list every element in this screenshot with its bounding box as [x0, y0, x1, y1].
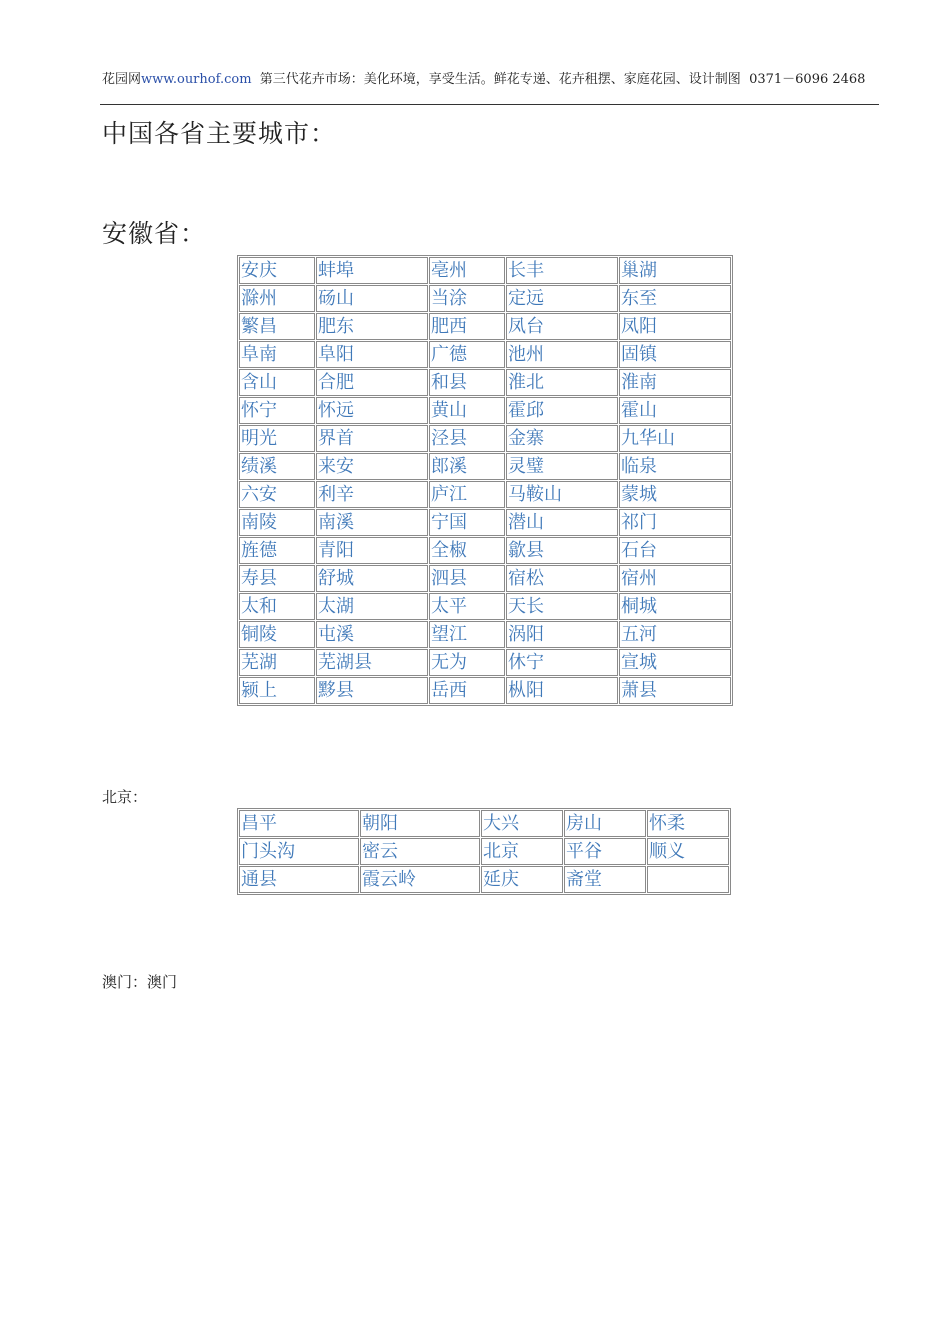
city-cell: 马鞍山	[506, 481, 618, 508]
table-row	[239, 397, 731, 424]
city-cell: 金寨	[506, 425, 618, 452]
table-row	[239, 621, 731, 648]
city-cell: 阜阳	[316, 341, 428, 368]
city-cell: 和县	[429, 369, 505, 396]
city-cell: 临泉	[619, 453, 731, 480]
city-cell: 怀柔	[647, 810, 729, 837]
city-cell: 颍上	[239, 677, 315, 704]
table-row	[239, 481, 731, 508]
city-cell: 庐江	[429, 481, 505, 508]
city-cell: 屯溪	[316, 621, 428, 648]
city-cell: 寿县	[239, 565, 315, 592]
city-cell: 巢湖	[619, 257, 731, 284]
beijing-city-table	[237, 808, 731, 895]
city-cell: 砀山	[316, 285, 428, 312]
header-divider	[100, 104, 879, 105]
city-cell: 太平	[429, 593, 505, 620]
city-cell: 绩溪	[239, 453, 315, 480]
city-cell: 泗县	[429, 565, 505, 592]
city-cell: 利辛	[316, 481, 428, 508]
table-row	[239, 810, 729, 837]
macau-heading: 澳门：澳门	[102, 973, 178, 991]
city-cell: 滁州	[239, 285, 315, 312]
city-cell	[647, 866, 729, 893]
city-cell: 怀远	[316, 397, 428, 424]
table-row	[239, 838, 729, 865]
city-cell: 繁昌	[239, 313, 315, 340]
table-row	[239, 649, 731, 676]
city-cell: 宣城	[619, 649, 731, 676]
city-cell: 北京	[481, 838, 563, 865]
city-cell: 萧县	[619, 677, 731, 704]
city-cell: 明光	[239, 425, 315, 452]
table-row	[239, 285, 731, 312]
table-row	[239, 593, 731, 620]
table-row	[239, 313, 731, 340]
city-cell: 休宁	[506, 649, 618, 676]
city-cell: 淮南	[619, 369, 731, 396]
anhui-table-body	[239, 257, 731, 704]
city-cell: 舒城	[316, 565, 428, 592]
anhui-heading: 安徽省：	[102, 219, 207, 248]
city-cell: 南陵	[239, 509, 315, 536]
city-cell: 芜湖	[239, 649, 315, 676]
city-cell: 枞阳	[506, 677, 618, 704]
city-cell: 含山	[239, 369, 315, 396]
city-cell: 蒙城	[619, 481, 731, 508]
table-row	[239, 425, 731, 452]
table-row	[239, 509, 731, 536]
header-tagline: 第三代花卉市场：美化环境，享受生活。鲜花专递、花卉租摆、家庭花园、设计制图	[259, 72, 741, 87]
city-cell: 霍山	[619, 397, 731, 424]
city-cell: 霍邱	[506, 397, 618, 424]
city-cell: 无为	[429, 649, 505, 676]
city-cell: 淮北	[506, 369, 618, 396]
city-cell: 潜山	[506, 509, 618, 536]
table-row	[239, 677, 731, 704]
page-title: 中国各省主要城市：	[102, 119, 337, 148]
table-row	[239, 257, 731, 284]
city-cell: 定远	[506, 285, 618, 312]
city-cell: 祁门	[619, 509, 731, 536]
city-cell: 芜湖县	[316, 649, 428, 676]
city-cell: 怀宁	[239, 397, 315, 424]
city-cell: 灵璧	[506, 453, 618, 480]
city-cell: 来安	[316, 453, 428, 480]
city-cell: 六安	[239, 481, 315, 508]
city-cell: 顺义	[647, 838, 729, 865]
beijing-table-body	[239, 810, 729, 893]
city-cell: 朝阳	[360, 810, 480, 837]
city-cell: 泾县	[429, 425, 505, 452]
beijing-heading: 北京：	[102, 788, 148, 806]
anhui-city-table	[237, 255, 733, 706]
city-cell: 黄山	[429, 397, 505, 424]
city-cell: 旌德	[239, 537, 315, 564]
city-cell: 郎溪	[429, 453, 505, 480]
city-cell: 平谷	[564, 838, 646, 865]
city-cell: 望江	[429, 621, 505, 648]
city-cell: 全椒	[429, 537, 505, 564]
city-cell: 延庆	[481, 866, 563, 893]
city-cell: 宁国	[429, 509, 505, 536]
city-cell: 肥东	[316, 313, 428, 340]
table-row	[239, 866, 729, 893]
city-cell: 太湖	[316, 593, 428, 620]
city-cell: 桐城	[619, 593, 731, 620]
city-cell: 阜南	[239, 341, 315, 368]
city-cell: 密云	[360, 838, 480, 865]
city-cell: 房山	[564, 810, 646, 837]
city-cell: 九华山	[619, 425, 731, 452]
city-cell: 合肥	[316, 369, 428, 396]
city-cell: 青阳	[316, 537, 428, 564]
city-cell: 界首	[316, 425, 428, 452]
city-cell: 东至	[619, 285, 731, 312]
city-cell: 五河	[619, 621, 731, 648]
table-row	[239, 537, 731, 564]
city-cell: 凤阳	[619, 313, 731, 340]
city-cell: 斋堂	[564, 866, 646, 893]
city-cell: 蚌埠	[316, 257, 428, 284]
city-cell: 凤台	[506, 313, 618, 340]
city-cell: 当涂	[429, 285, 505, 312]
table-row	[239, 565, 731, 592]
city-cell: 长丰	[506, 257, 618, 284]
city-cell: 南溪	[316, 509, 428, 536]
page-header	[102, 68, 878, 87]
city-cell: 肥西	[429, 313, 505, 340]
city-cell: 太和	[239, 593, 315, 620]
city-cell: 池州	[506, 341, 618, 368]
table-row	[239, 341, 731, 368]
city-cell: 安庆	[239, 257, 315, 284]
city-cell: 亳州	[429, 257, 505, 284]
city-cell: 黟县	[316, 677, 428, 704]
city-cell: 门头沟	[239, 838, 359, 865]
header-phone: 0371－6096 2468	[749, 72, 866, 87]
table-row	[239, 453, 731, 480]
city-cell: 石台	[619, 537, 731, 564]
city-cell: 昌平	[239, 810, 359, 837]
city-cell: 通县	[239, 866, 359, 893]
city-cell: 天长	[506, 593, 618, 620]
city-cell: 铜陵	[239, 621, 315, 648]
city-cell: 歙县	[506, 537, 618, 564]
city-cell: 宿州	[619, 565, 731, 592]
city-cell: 广德	[429, 341, 505, 368]
city-cell: 岳西	[429, 677, 505, 704]
site-name: 花园网	[102, 72, 142, 87]
city-cell: 大兴	[481, 810, 563, 837]
city-cell: 涡阳	[506, 621, 618, 648]
city-cell: 宿松	[506, 565, 618, 592]
city-cell: 霞云岭	[360, 866, 480, 893]
city-cell: 固镇	[619, 341, 731, 368]
site-url-link[interactable]: www.ourhof.com	[141, 72, 252, 87]
table-row	[239, 369, 731, 396]
